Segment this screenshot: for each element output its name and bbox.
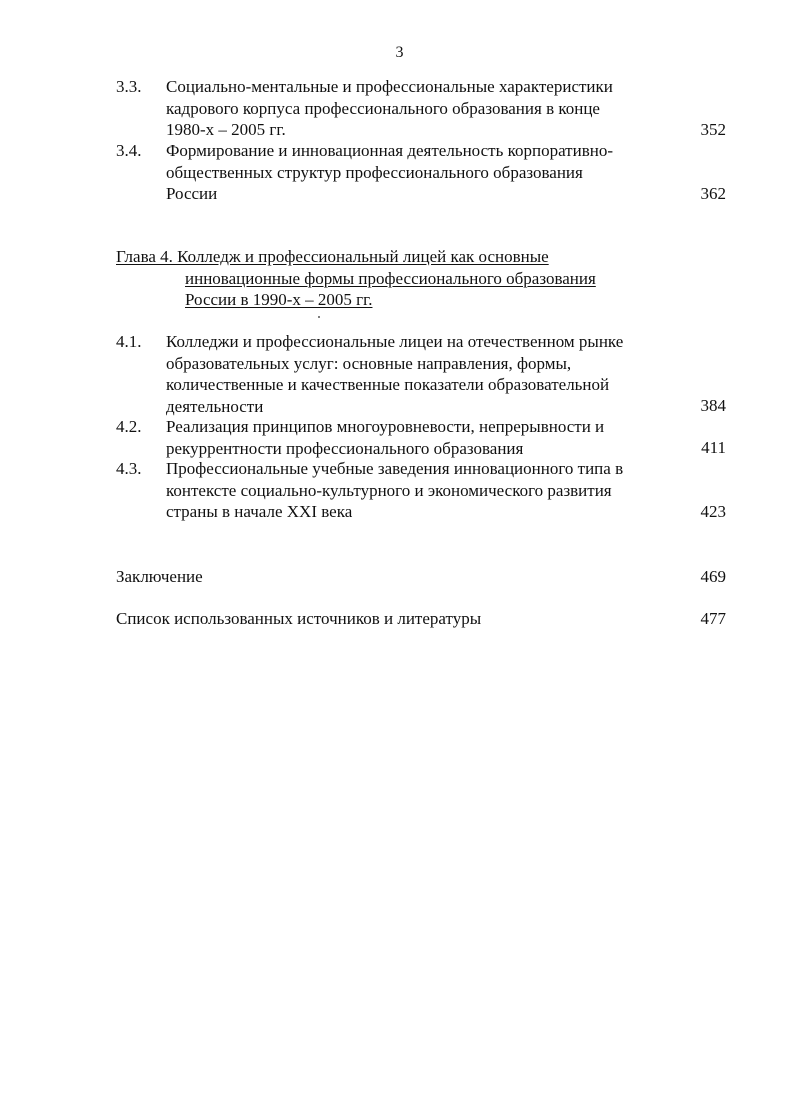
section-title-line: общественных структур профессионального образования bbox=[166, 162, 583, 182]
bibliography-page: 477 bbox=[700, 609, 726, 628]
conclusion-title: Заключение bbox=[116, 567, 203, 586]
section-title-line: России bbox=[166, 184, 218, 203]
section-title-line: кадрового корпуса профессионального образования в конце bbox=[166, 98, 600, 118]
section-title-line: Реализация принципов многоуровневости, непрерывности и bbox=[166, 417, 605, 436]
chapter-heading-line bbox=[116, 289, 676, 311]
chapter-heading bbox=[116, 246, 676, 311]
section-title-line: контексте социально-культурного и экономического развития bbox=[166, 480, 612, 500]
section-page: 362 bbox=[700, 184, 726, 203]
section-title bbox=[166, 140, 686, 205]
chapter-heading-line bbox=[116, 246, 676, 268]
section-title bbox=[166, 76, 686, 141]
section-number: 4.2. bbox=[116, 417, 142, 436]
section-title bbox=[166, 416, 686, 459]
section-page: 352 bbox=[700, 120, 726, 139]
section-page: 411 bbox=[701, 438, 726, 457]
section-title-line: Формирование и инновационная деятельность корпоративно- bbox=[166, 141, 613, 160]
section-title-line: Профессиональные учебные заведения инновационного типа в bbox=[166, 459, 624, 478]
section-title-line: деятельности bbox=[166, 396, 264, 416]
conclusion-page: 469 bbox=[700, 567, 726, 586]
stray-dot bbox=[318, 316, 320, 318]
section-title-line: Колледжи и профессиональные лицеи на отечественном рынке bbox=[166, 332, 624, 351]
section-title-line: 1980-х – 2005 гг. bbox=[166, 120, 286, 139]
section-title-line: рекуррентности профессионального образования bbox=[166, 438, 524, 458]
section-number: 3.3. bbox=[116, 77, 142, 96]
chapter-heading-text: инновационные формы профессионального образования bbox=[185, 268, 596, 288]
bibliography-title: Список использованных источников и литературы bbox=[116, 609, 482, 628]
section-page: 423 bbox=[700, 502, 726, 521]
section-number: 3.4. bbox=[116, 141, 142, 160]
chapter-heading-line bbox=[116, 268, 676, 290]
chapter-heading-text: Глава 4. Колледж и профессиональный лицей как основные bbox=[116, 247, 549, 266]
section-title bbox=[166, 331, 686, 417]
section-title bbox=[166, 458, 686, 523]
section-page: 384 bbox=[700, 396, 726, 415]
section-title-line: количественные и качественные показатели образовательной bbox=[166, 375, 610, 394]
section-title-line: страны в начале XXI века bbox=[166, 502, 353, 521]
section-number: 4.1. bbox=[116, 332, 142, 351]
section-number: 4.3. bbox=[116, 459, 142, 478]
chapter-heading-text: России в 1990-х – 2005 гг. bbox=[185, 290, 373, 309]
section-title-line: образовательных услуг: основные направления, формы, bbox=[166, 353, 572, 373]
section-title-line: Социально-ментальные и профессиональные характеристики bbox=[166, 77, 613, 96]
page-number: 3 bbox=[395, 44, 404, 61]
